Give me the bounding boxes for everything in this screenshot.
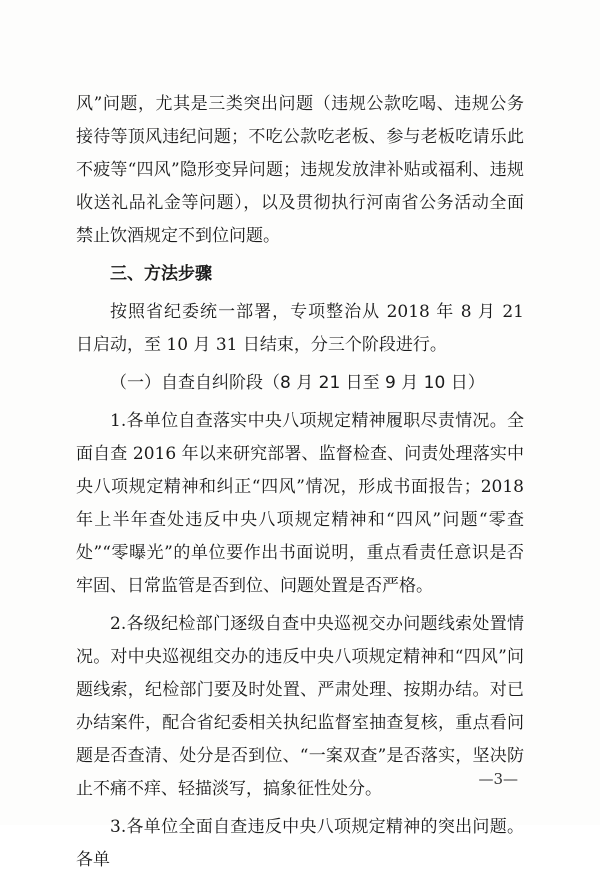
paragraph-intro: 按照省纪委统一部署，专项整治从 2018 年 8 月 21 日启动，至 10 月 31 日结束，分三个阶段进行。 (76, 302, 524, 355)
stage-heading: （一）自查自纠阶段（8 月 21 日至 9 月 10 日） (110, 373, 485, 393)
item-2: 2.各级纪检部门逐级自查中央巡视交办问题线索处置情况。对中央巡视组交办的违反中央八项规定精神和“四风”问题线索，纪检部门要及时处置、严肃处理、按期办结。对已办结案件，配合省纪委相关执纪监督室抽查复核，重点看问题是否查清、处分是否到位、“一案双查”是否落实，坚决防止不痛不痒、轻描淡写，搞象征性处分。 (76, 614, 524, 799)
document-body (76, 88, 524, 877)
page-number: —3— (478, 770, 518, 788)
item-3: 3.各单位全面自查违反中央八项规定精神的突出问题。各单 (76, 817, 524, 870)
paragraph-continued: 风”问题，尤其是三类突出问题（违规公款吃喝、违规公务接待等顶风违纪问题；不吃公款吃老板、参与老板吃请乐此不疲等“四风”隐形变异问题；违规发放津补贴或福利、违规收送礼品礼金等问题），以及贯彻执行河南省公务活动全面禁止饮酒规定不到位问题。 (76, 94, 524, 246)
item-1: 1.各单位自查落实中央八项规定精神履职尽责情况。全面自查 2016 年以来研究部署、监督检查、问责处理落实中央八项规定精神和纠正“四风”情况，形成书面报告；2018 年上半年查处违反中央八项规定精神和“四风”问题“零查处”“零曝光”的单位要作出书面说明，重点看责任意识是否牢固、日常监管是否到位、问题处置是否严格。 (76, 411, 524, 596)
section-heading: 三、方法步骤 (110, 264, 212, 284)
